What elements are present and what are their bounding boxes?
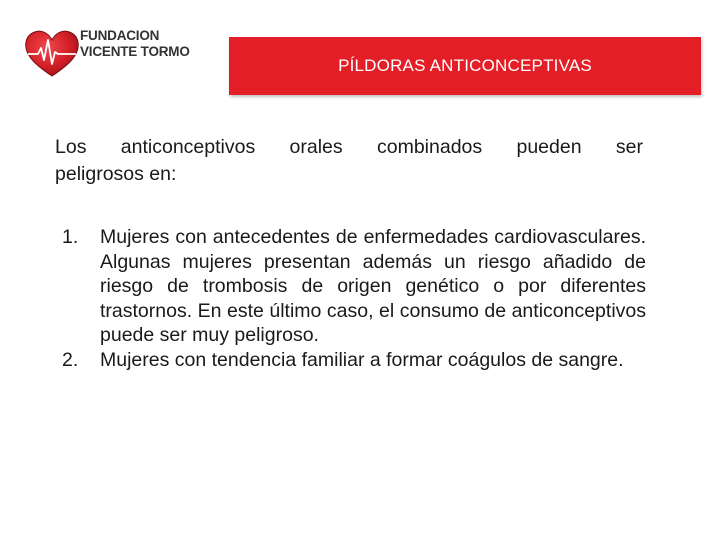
title-banner — [229, 37, 701, 95]
intro-word: orales — [289, 136, 343, 158]
intro-word: combinados — [376, 136, 483, 158]
list-item-text: Mujeres con tendencia familiar a formar coágulos de sangre. — [100, 348, 624, 371]
intro-word: anticonceptivos — [120, 136, 256, 158]
list-item-number: 2. — [62, 348, 79, 371]
foundation-logo — [22, 20, 192, 84]
intro-line1 — [55, 134, 643, 161]
intro-word: pueden — [516, 136, 582, 158]
list-item-text: Mujeres con antecedentes de enfermedades cardiovasculares. Algunas mujeres presentan además un riesgo añadido de riesgo de trombosis de origen genético o por diferentes trastornos. En este último caso, el consumo de anticonceptivos puede ser muy peligroso. — [100, 226, 646, 346]
logo-line1: FUNDACION — [80, 28, 160, 43]
page-title: PÍLDORAS ANTICONCEPTIVAS — [338, 56, 592, 75]
risk-list — [62, 225, 646, 372]
intro-line2: peligrosos en: — [55, 163, 177, 185]
intro-paragraph — [55, 134, 643, 188]
heart-icon — [22, 26, 82, 80]
list-item — [62, 225, 646, 348]
list-item — [62, 348, 646, 373]
intro-word: Los — [55, 136, 87, 158]
logo-text — [80, 28, 190, 60]
logo-line2: VICENTE TORMO — [80, 44, 190, 59]
intro-word: ser — [615, 136, 643, 158]
list-item-number: 1. — [62, 226, 79, 248]
